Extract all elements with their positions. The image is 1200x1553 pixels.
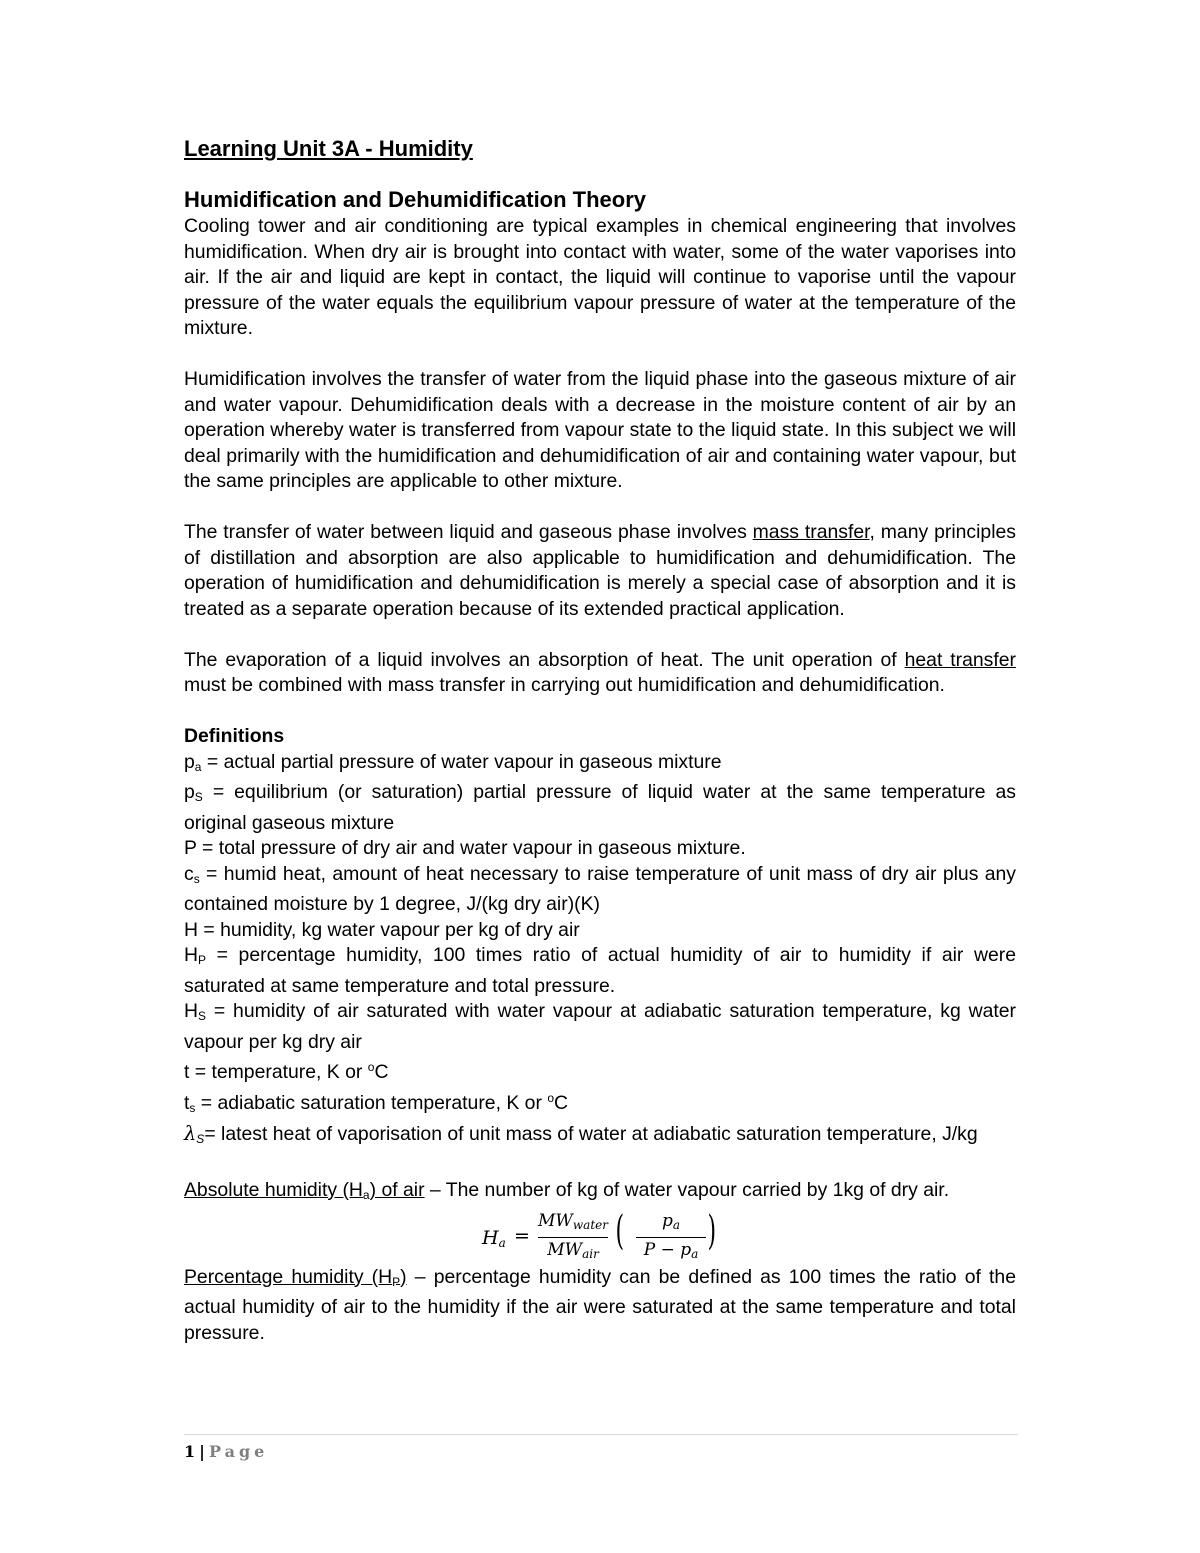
heat-transfer-term: heat transfer: [904, 648, 1016, 671]
definition-item: $c_s$ = humid heat, amount of heat necessary to raise temperature of unit mass of dry air plus any contained moisture by 1 degree, J/(kg dry air)(K): [184, 862, 1016, 915]
paragraph-intro: Cooling tower and air conditioning are typical examples in chemical engineering that involves humidification. When dry air is brought into contact with water, some of the water vaporises into air. If the air and liquid are kept in contact, the liquid will continue to vaporise until the vapour pressure of the water equals the equilibrium vapour pressure of water at the temperature of the mixture.: [184, 215, 1016, 339]
definition-item: $H_P$ = percentage humidity, 100 times ratio of actual humidity of air to humidity if air were saturated at same temperature and total pressure.: [184, 944, 1016, 997]
formula-left-paren: (: [615, 1207, 625, 1254]
paragraph-mass-transfer: The transfer of water between liquid and gaseous phase involves mass transfer, many principles of distillation and absorption are also applicable to humidification and dehumidification. The operation of humidification and dehumidification is merely a special case of absorption and it is treated as a separate operation because of its extended practical application.: [184, 521, 1016, 620]
definition-item-lambda: $\lambda_S=$ latest heat of vaporisation of unit mass of water at adiabatic saturation temperature, J/kg: [184, 1122, 978, 1146]
absolute-humidity-label: Absolute humidity $(H_a)$ of air: [184, 1179, 425, 1202]
formula-mw-ratio: $MW_{water}$ $MW_{air}$: [538, 1209, 608, 1266]
formula-equals: =: [514, 1224, 530, 1247]
page-footer: [184, 1442, 268, 1461]
document-page: [184, 134, 1016, 1346]
page-number: 1: [184, 1442, 196, 1461]
definition-item-ts: $t_s$ = adiabatic saturation temperature, K or $^o$C: [184, 1090, 569, 1115]
definition-item: $H_S$ = humidity of air saturated with water vapour at adiabatic saturation temperature, kg water vapour per kg dry air: [184, 1000, 1016, 1053]
formula-pressure-ratio: $p_a$ $P - p_a$: [636, 1209, 706, 1266]
percentage-humidity-label: Percentage humidity $(H_P)$: [184, 1265, 407, 1289]
footer-divider: [184, 1434, 1018, 1435]
section-heading: Humidification and Dehumidification Theory: [184, 187, 647, 212]
definition-item-t: t = temperature, K or $^o$C: [184, 1060, 389, 1083]
absolute-humidity-definition: Absolute humidity $(H_a)$ of air – The number of kg of water vapour carried by 1kg of dry air.: [184, 1179, 950, 1202]
formula-lhs: $H_a$: [482, 1226, 506, 1250]
definition-item: P = total pressure of dry air and water vapour in gaseous mixture.: [184, 837, 746, 859]
footer-separator: |: [199, 1442, 205, 1461]
formula-right-paren: ): [707, 1207, 717, 1254]
document-title: Learning Unit 3A - Humidity: [184, 136, 473, 161]
definition-item: H = humidity, kg water vapour per kg of dry air: [184, 918, 580, 941]
page-label: Page: [208, 1442, 269, 1461]
paragraph-heat-transfer: The evaporation of a liquid involves an absorption of heat. The unit operation of heat transfer must be combined with mass transfer in carrying out humidification and dehumidification.: [184, 648, 1016, 696]
definitions-heading: Definitions: [184, 725, 285, 747]
paragraph-humidification: Humidification involves the transfer of water from the liquid phase into the gaseous mixture of air and water vapour. Dehumidification deals with a decrease in the moisture content of air by an operation whereby water is transferred from vapour state to the liquid state. In this subject we will deal primarily with the humidification and dehumidification of air and containing water vapour, but the same principles are applicable to other mixture.: [184, 368, 1016, 492]
percentage-humidity-definition: Percentage humidity $(H_P)$ – percentage humidity can be defined as 100 times the ratio of the actual humidity of air to the humidity if the air were saturated at the same temperature and total pressure.: [184, 1265, 1016, 1344]
definition-item: $p_S$ = equilibrium (or saturation) partial pressure of liquid water at the same temperature as original gaseous mixture: [184, 781, 1016, 834]
definition-item: $p_a$ = actual partial pressure of water vapour in gaseous mixture: [184, 750, 722, 774]
mass-transfer-term: mass transfer: [752, 521, 870, 543]
absolute-humidity-formula: [184, 1209, 1016, 1265]
